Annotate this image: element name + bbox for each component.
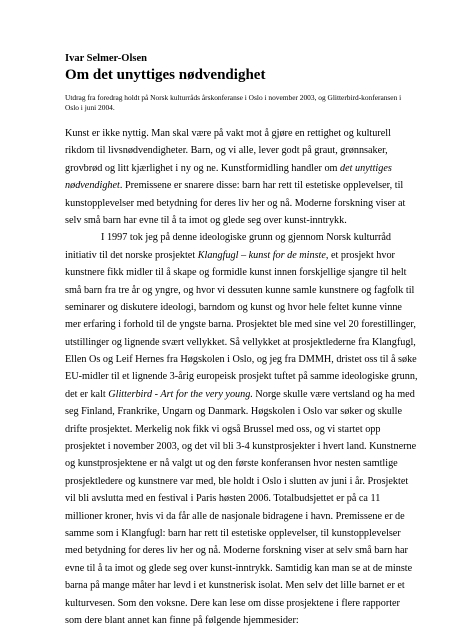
text-line <box>65 316 416 333</box>
source-note-line: Utdrag fra foredrag holdt på Norsk kulturråds årskonferanse i Oslo i november 2003, og Glitterbird-konferansen i <box>65 93 402 102</box>
text-line <box>65 212 405 229</box>
text-run: og kunstprosjektene er nå valgt ut og den første konferansen hvor nesten samtlige <box>65 458 398 470</box>
text-line <box>65 438 417 455</box>
text-run: med betydning for deres liv her og nå. Moderne forskning viser at selv små barn har <box>65 545 408 557</box>
text-run: initiativ til det norske prosjektet <box>65 249 198 261</box>
source-note <box>65 93 405 112</box>
text-line <box>65 282 415 299</box>
author-name: Ivar Selmer-Olsen <box>65 53 147 64</box>
text-run: små barn fra tre år og yngre, og hvor vi dessuten kunne samle kunstnere og fagfolk til <box>65 284 415 296</box>
text-run: . Premissene er snarere disse: barn har rett til estetiske opplevelser, til <box>119 180 404 192</box>
text-line <box>65 403 405 420</box>
text-run: mer erfaring i forhold til de yngste barna. Prosjektet ble med sine vel 20 forestillinger, <box>65 319 416 331</box>
text-line <box>65 386 415 403</box>
text-run: utstillinger og lignende svært vellykket. Så vellykket at prosjektlederne fra Klangfugl, <box>65 336 416 348</box>
text-run: Kunst er ikke nyttig. Man skal være på vakt mot å gjøre en rettighet og kulturell <box>65 128 391 139</box>
text-run: barna på mange måter har levd i et kunstnerisk isolat. Men selv det lille barnet er et <box>65 580 405 592</box>
text-line <box>65 229 405 246</box>
italic-text: Klangfugl – kunst for de minste <box>197 249 326 261</box>
text-run: vil bli avsluttа med en festival i Paris høsten 2006. Totalbudsjettet er på ca 11 <box>65 493 381 505</box>
text-run: I 1997 tok jeg på denne ideologiske grunn og gjennom Norsk kulturråd <box>101 232 392 244</box>
document-title: Om det unyttiges nødvendighet <box>65 67 266 83</box>
text-line <box>65 473 409 490</box>
text-line <box>65 247 405 264</box>
text-line <box>65 177 405 194</box>
text-run: seg Finland, Frankrike, Ungarn og Danmark. Høgskolen i Oslo var søker og skulle <box>65 406 402 418</box>
text-line <box>65 160 405 177</box>
text-run: kulturvesen. Som den voksne. Dere kan lese om disse prosjektene i flere rapporter <box>65 597 400 609</box>
body-text <box>65 125 418 629</box>
text-line <box>65 299 405 316</box>
text-run: kunstnere fikk midler til å skape og formidle kunst innen forskjellige sjangre til helt <box>65 267 407 279</box>
text-run: Ellen Os og Leif Hernes fra Høgskolen i Oslo, og jeg fra DMMH, dristet oss til å søke <box>65 354 417 366</box>
text-run: millioner kroner, hvis vi da får alle de nasjonale bidragene i havn. Premissene er de <box>65 510 405 522</box>
text-run: Norge skulle være vertsland og ha med <box>252 388 415 400</box>
italic-text: det unyttiges <box>340 162 392 174</box>
text-line <box>65 264 405 281</box>
text-line <box>65 368 418 385</box>
text-line <box>65 577 405 594</box>
text-line <box>65 508 405 525</box>
text-line <box>65 125 405 142</box>
text-line <box>65 560 413 577</box>
paragraph-2 <box>65 229 418 629</box>
text-line <box>65 525 405 542</box>
text-run: evne til å ta imot og glede seg over kunst-inntrykk. Samtidig kan man se at de minste <box>65 562 413 574</box>
text-run: seminarer og diskutere ideologi, barndom og kunst og hvor hele feltet kunne vinne <box>65 301 402 313</box>
text-run: , et prosjekt hvor <box>325 249 395 261</box>
text-line <box>65 455 405 472</box>
text-run: rikdom til livsnødvendigheter. Barn, og vi alle, lever godt på graut, grønnsaker, <box>65 145 388 157</box>
source-note-line: Oslo i juni 2004. <box>65 102 115 112</box>
text-run: det er kalt <box>65 388 109 400</box>
text-line <box>65 421 405 438</box>
text-line <box>65 490 405 507</box>
text-line <box>65 595 405 612</box>
text-line <box>65 195 405 212</box>
text-run: samme som i Klangfugl: barn har rett til estetiske opplevelser, til kunstopplevelser <box>65 527 401 539</box>
text-run: grovbrød og litt kjærlighet i ny og ne. Kunstformidling handler om <box>65 162 341 174</box>
text-run: prosjektledere og kunstnere var med, ble holdt i Oslo i slutten av juni i år. Prosjektet <box>65 475 409 487</box>
text-run: som dere blant annet kan finne på følgende hjemmesider: <box>65 614 299 626</box>
text-line <box>65 542 408 559</box>
text-line <box>65 334 416 351</box>
text-line <box>65 612 405 629</box>
text-line <box>65 351 417 368</box>
text-run: prosjektet i november 2003, og det vil bli 3-4 kunstprosjekter i hvert land. Kunstnerne <box>65 441 417 453</box>
paragraph-1 <box>65 125 405 229</box>
text-run: EU-midler til et lignende 3-årig europeisk prosjekt tuftet på samme ideologiske grunn, <box>65 371 418 383</box>
italic-text: Glitterbird - Art for the very young. <box>108 388 253 400</box>
text-line <box>65 142 405 159</box>
text-run: drifte prosjektet. Merkelig nok fikk vi også Brussel med oss, og vi startet opp <box>65 423 381 435</box>
text-run: kunstopplevelser med betydning for deres liv her og nå. Moderne forskning viser at <box>65 197 406 209</box>
text-run: selv små barn har evne til å ta imot og glede seg over kunst-inntrykk. <box>65 214 347 226</box>
italic-text: nødvendighet <box>65 180 120 192</box>
